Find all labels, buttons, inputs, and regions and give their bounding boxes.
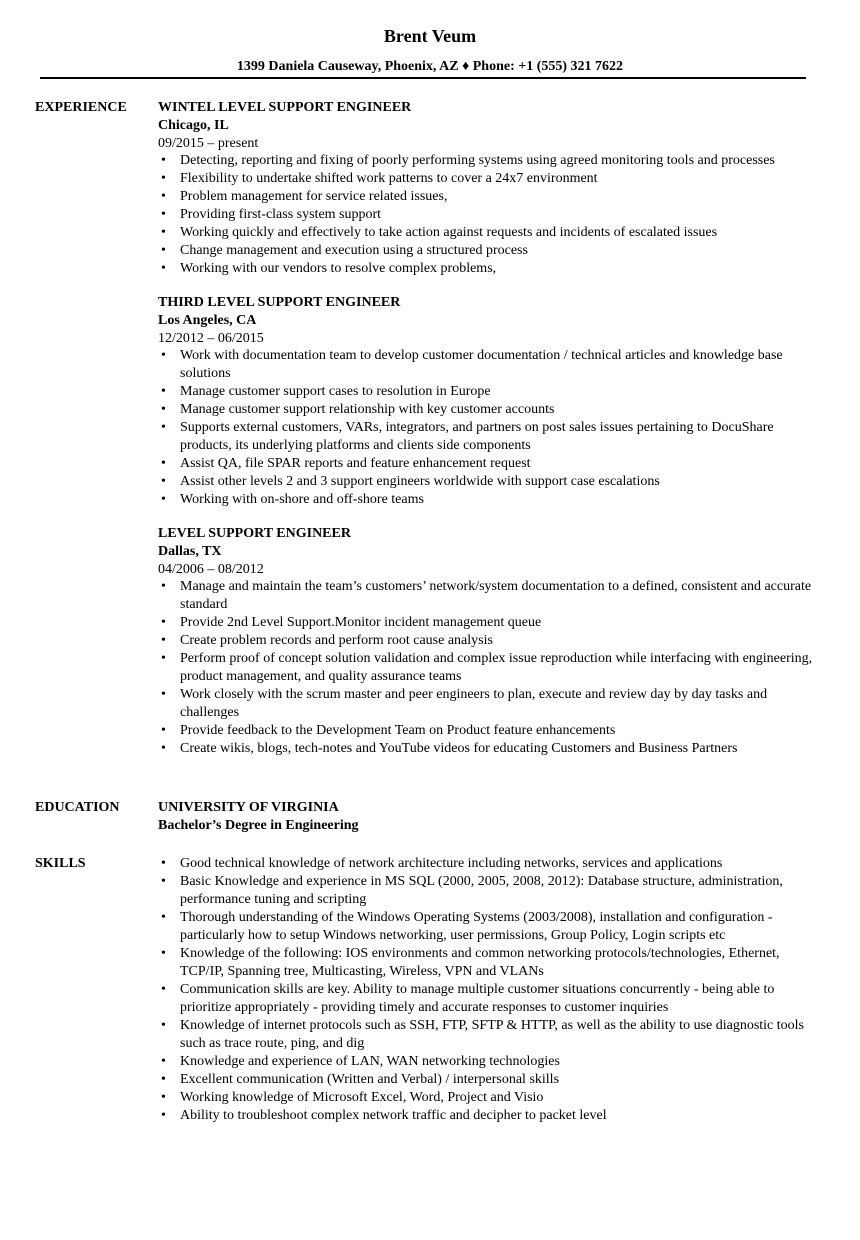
contact-line: 1399 Daniela Causeway, Phoenix, AZ ♦ Phone: +1 (555) 321 7622 [236,59,624,74]
job-bullet: • Supports external customers, VARs, integrators, and partners on post sales issues pertaining to DocuShare products, its underlying platforms and clients side components [158,419,818,455]
job-location: Dallas, TX [158,544,222,559]
skill-item: • Excellent communication (Written and Verbal) / interpersonal skills [158,1071,818,1089]
job-bullet: • Manage customer support cases to resolution in Europe [158,383,818,401]
job-bullet: • Manage and maintain the team’s customers’ network/system documentation to a defined, consistent and accurate standard [158,578,818,614]
skill-item: • Good technical knowledge of network architecture including networks, services and applications [158,855,818,873]
job-entry [158,525,818,758]
job-bullet: • Work closely with the scrum master and peer engineers to plan, execute and review day by day tasks and challenges [158,686,818,722]
job-bullet: • Assist QA, file SPAR reports and feature enhancement request [158,455,818,473]
skills-body [158,855,818,1125]
skill-item: • Basic Knowledge and experience in MS SQL (2000, 2005, 2008, 2012): Database structure, administration, performance tuning and scripting [158,873,818,909]
job-dates: 12/2012 – 06/2015 [158,331,264,346]
skill-item: • Knowledge of the following: IOS environments and common networking protocols/technologies, Ethernet, TCP/IP, Spanning tree, Multicasting, Wireless, VPN and VLANs [158,945,818,981]
job-bullet: • Providing first-class system support [158,206,818,224]
job-bullet: • Problem management for service related issues, [158,188,818,206]
job-entry [158,294,818,509]
job-bullet: • Working with our vendors to resolve complex problems, [158,260,818,278]
skill-item: • Communication skills are key. Ability to manage multiple customer situations concurrently - being able to prioritize appropriately - providing timely and accurate responses to customer inquiries [158,981,818,1017]
skill-item: • Working knowledge of Microsoft Excel, Word, Project and Visio [158,1089,818,1107]
header-divider [40,77,806,79]
job-bullet: • Change management and execution using a structured process [158,242,818,260]
skill-item: • Thorough understanding of the Windows Operating Systems (2003/2008), installation and configuration - particularly how to setup Windows networking, user permissions, Group Policy, Login scripts etc [158,909,818,945]
job-bullet: • Assist other levels 2 and 3 support engineers worldwide with support case escalations [158,473,818,491]
job-bullet: • Working quickly and effectively to take action against requests and incidents of escalated issues [158,224,818,242]
job-title: THIRD LEVEL SUPPORT ENGINEER [158,295,401,310]
school-name: UNIVERSITY OF VIRGINIA [158,800,339,815]
job-bullet: • Manage customer support relationship with key customer accounts [158,401,818,419]
job-dates: 04/2006 – 08/2012 [158,562,264,577]
job-bullet: • Detecting, reporting and fixing of poorly performing systems using agreed monitoring tools and processes [158,152,818,170]
degree: Bachelor’s Degree in Engineering [158,818,359,833]
job-title: LEVEL SUPPORT ENGINEER [158,526,351,541]
job-bullet: • Create wikis, blogs, tech-notes and YouTube videos for educating Customers and Business Partners [158,740,818,758]
job-bullet: • Provide 2nd Level Support.Monitor incident management queue [158,614,818,632]
job-location: Los Angeles, CA [158,313,257,328]
section-label-experience: EXPERIENCE [35,100,127,115]
skill-item: • Knowledge of internet protocols such as SSH, FTP, SFTP & HTTP, as well as the ability to use diagnostic tools such as trace route, ping, and dig [158,1017,818,1053]
job-entry [158,99,818,278]
skills-list [158,855,818,1125]
job-bullets [158,152,818,278]
candidate-name: Brent Veum [383,26,477,46]
job-bullet: • Flexibility to undertake shifted work patterns to cover a 24x7 environment [158,170,818,188]
job-bullet: • Create problem records and perform root cause analysis [158,632,818,650]
job-bullet: • Working with on-shore and off-shore teams [158,491,818,509]
job-dates: 09/2015 – present [158,136,259,151]
education-body [158,799,818,835]
section-label-skills: SKILLS [35,856,86,871]
section-label-education: EDUCATION [35,800,120,815]
job-bullets [158,347,818,509]
job-title: WINTEL LEVEL SUPPORT ENGINEER [158,100,412,115]
job-bullets [158,578,818,758]
job-bullet: • Perform proof of concept solution validation and complex issue reproduction while interfacing with engineering, product management, and quality assurance teams [158,650,818,686]
job-location: Chicago, IL [158,118,229,133]
job-bullet: • Work with documentation team to develop customer documentation / technical articles and knowledge base solutions [158,347,818,383]
experience-body [158,99,818,774]
skill-item: • Knowledge and experience of LAN, WAN networking technologies [158,1053,818,1071]
skill-item: • Ability to troubleshoot complex network traffic and decipher to packet level [158,1107,818,1125]
job-bullet: • Provide feedback to the Development Team on Product feature enhancements [158,722,818,740]
